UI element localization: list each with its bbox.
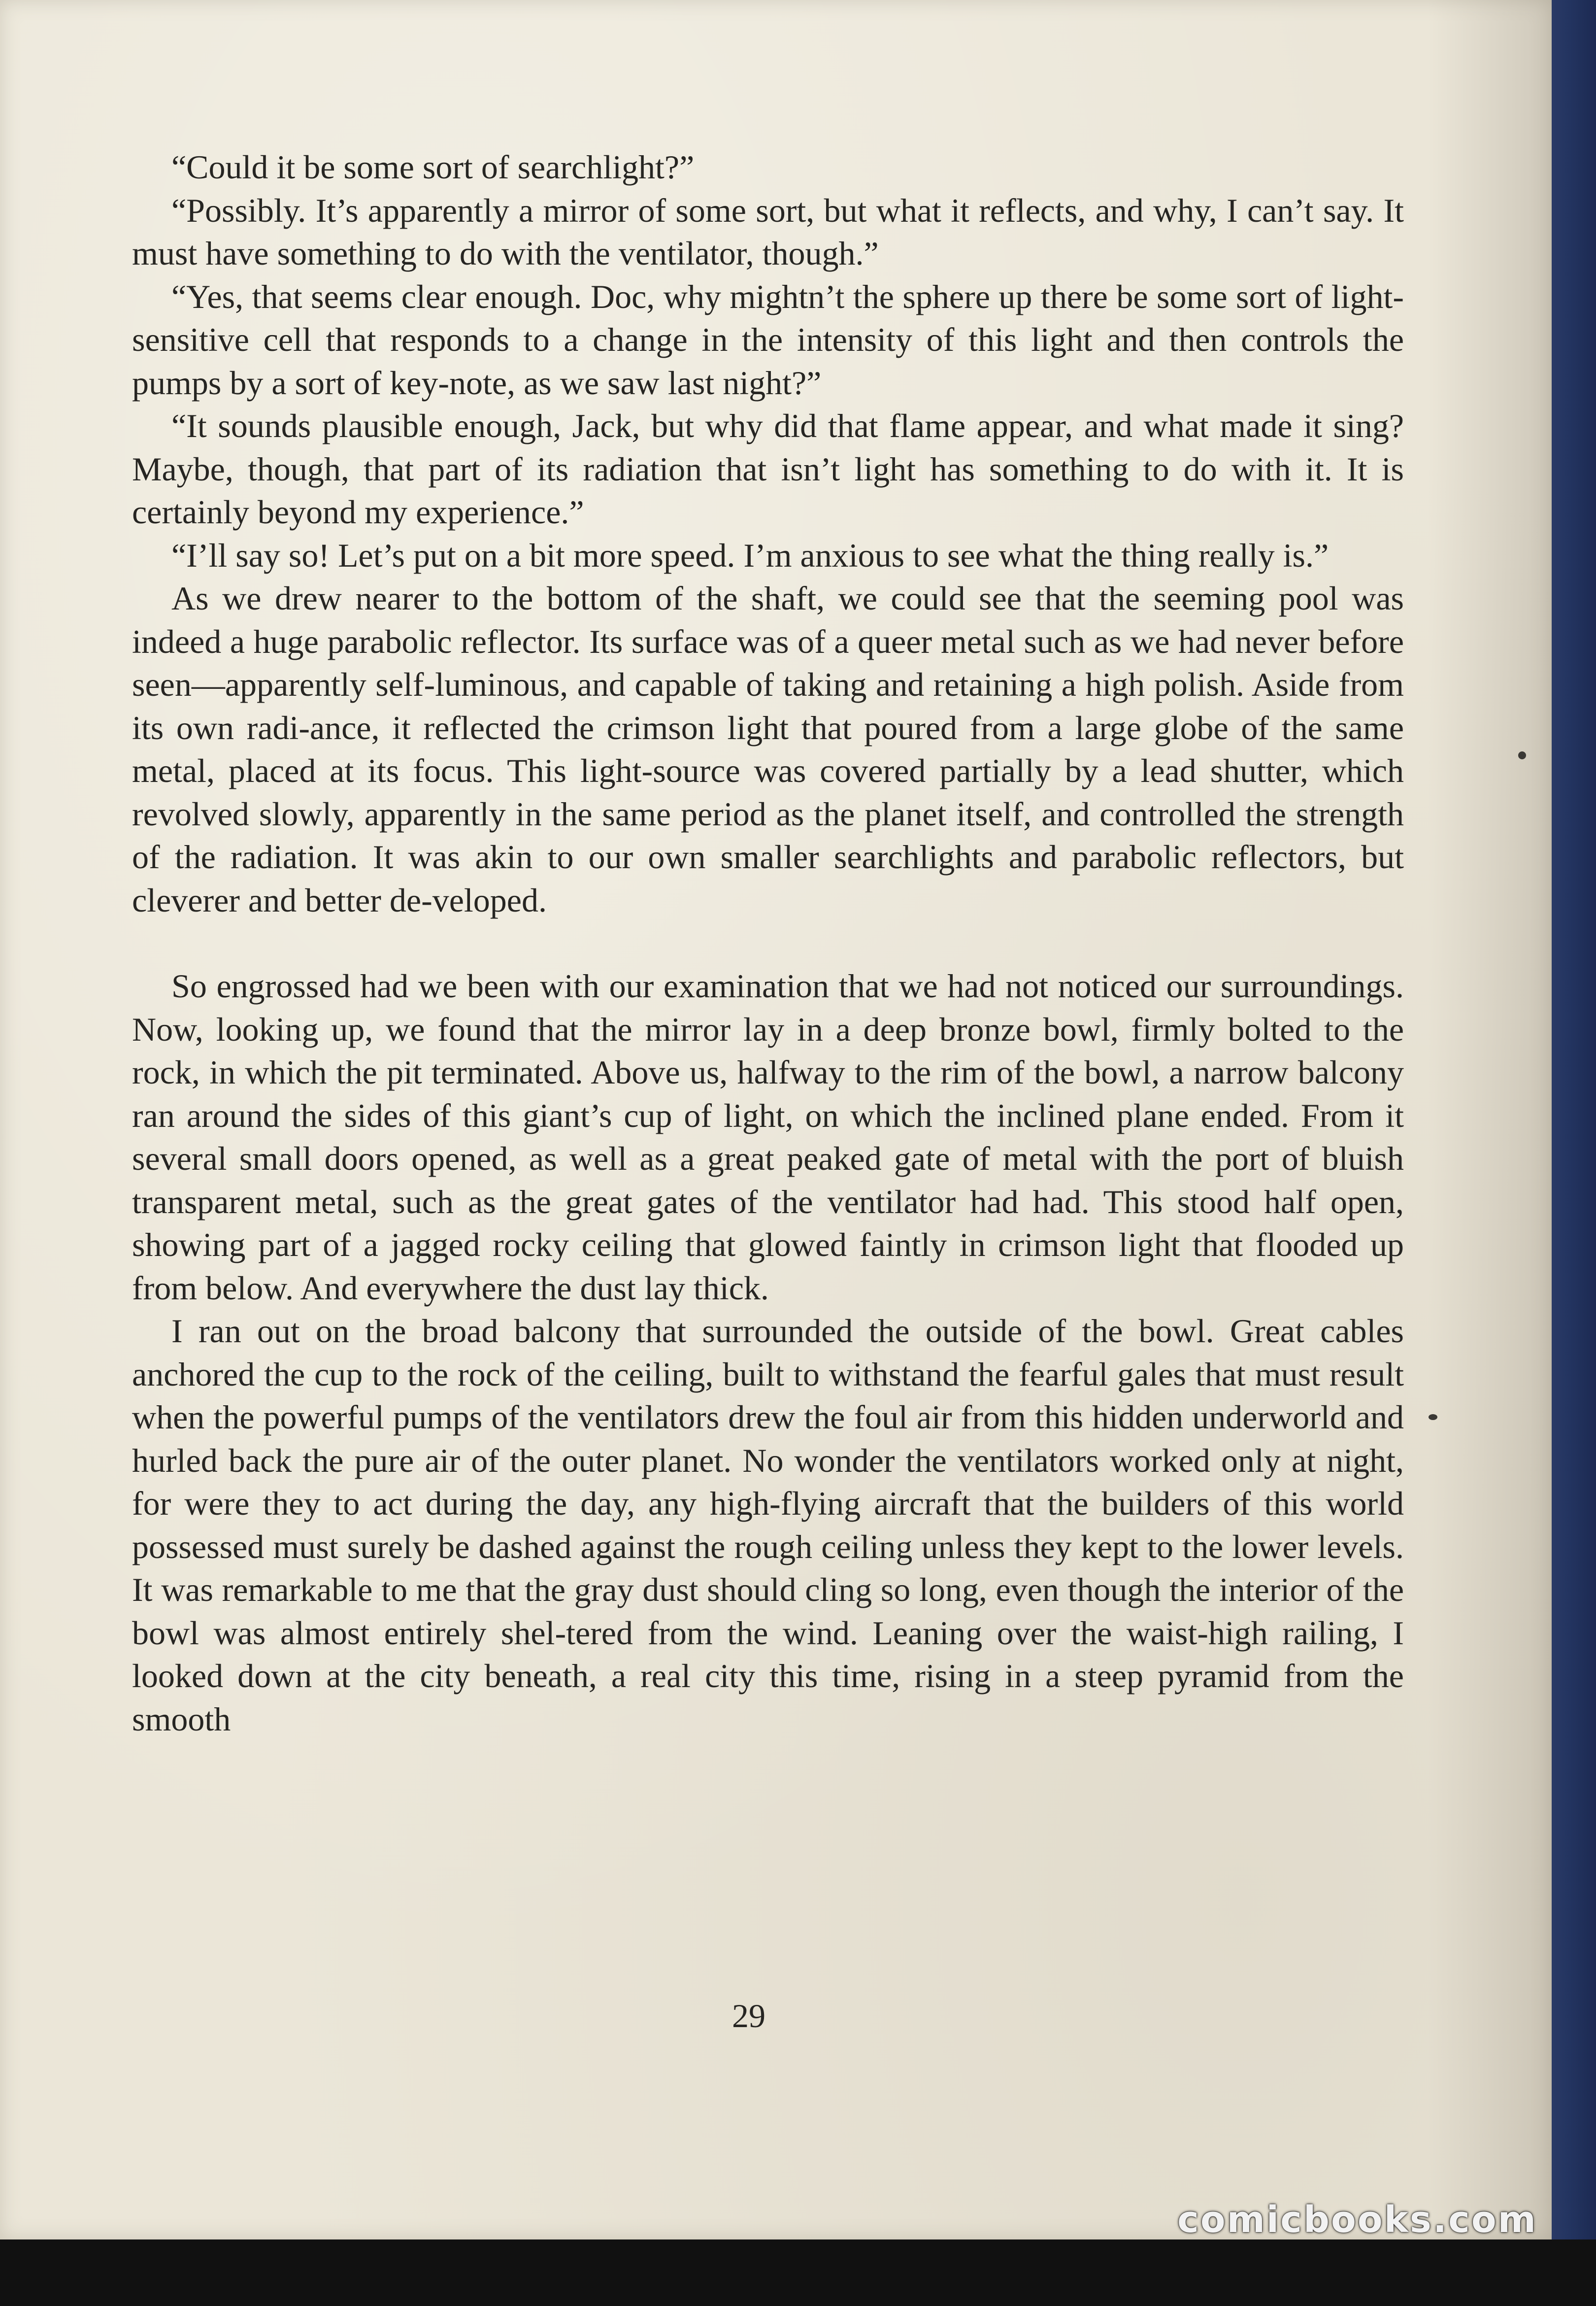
- paragraph: “It sounds plausible enough, Jack, but why did that flame appear, and what made it sing? Maybe, though, that part of its radiation that isn’t light has something to do with it. It is certainly beyond my experience.”: [132, 407, 1404, 531]
- body-text: [132, 146, 1404, 1741]
- watermark-text: comicbooks.com: [1177, 2199, 1537, 2241]
- margin-dot: [1518, 751, 1526, 759]
- background-strip: [0, 2239, 1596, 2306]
- page-number: 29: [732, 1997, 765, 2035]
- paragraph: I ran out on the broad balcony that surrounded the outside of the bowl. Great cables anchored the cup to the rock of the ceiling, built to withstand the fearful gales that must result when the powerful pumps of the ventilators drew the foul air from this hidden underworld and hurled back the pure air of the outer planet. No wonder the ventilators worked only at night, for were they to act during the day, any high-flying aircraft that the builders of this world possessed must surely be dashed against the rough ceiling unless they kept to the lower levels. It was remarkable to me that the gray dust should cling so long, even though the interior of the bowl was almost entirely shel-tered from the wind. Leaning over the waist-high railing, I looked down at the city beneath, a real city this time, rising in a steep pyramid from the smooth: [132, 1312, 1404, 1738]
- paragraph: “Possibly. It’s apparently a mirror of some sort, but what it reflects, and why, I can’t say. It must have something to do with the ventilator, though.”: [132, 191, 1404, 272]
- paragraph: “Yes, that seems clear enough. Doc, why mightn’t the sphere up there be some sort of light-sensitive cell that responds to a change in the intensity of this light and then controls the pumps by a sort of key-note, as we saw last night?”: [132, 277, 1404, 402]
- paragraph: As we drew nearer to the bottom of the shaft, we could see that the seeming pool was indeed a huge parabolic reflector. Its surface was of a queer metal such as we had never before seen—apparently self-luminous, and capable of taking and retaining a high polish. Aside from its own radi-ance, it reflected the crimson light that poured from a large globe of the same metal, placed at its focus. This light-source was covered partially by a lead shutter, which revolved slowly, apparently in the same period as the planet itself, and controlled the strength of the radiation. It was akin to our own smaller searchlights and parabolic reflectors, but cleverer and better de-veloped.: [132, 579, 1404, 919]
- book-cover-edge: [1552, 0, 1596, 2239]
- paragraph: “I’ll say so! Let’s put on a bit more speed. I’m anxious to see what the thing really is.”: [171, 536, 1329, 574]
- paragraph: “Could it be some sort of searchlight?”: [171, 148, 695, 186]
- margin-dot: [1429, 1414, 1437, 1420]
- paragraph: So engrossed had we been with our examination that we had not noticed our surroundings. Now, looking up, we found that the mirror lay in a deep bronze bowl, firmly bolted to the rock, in which the pit terminated. Above us, halfway to the rim of the bowl, a narrow balcony ran around the sides of this giant’s cup of light, on which the inclined plane ended. From it several small doors opened, as well as a great peaked gate of metal with the port of bluish transparent metal, such as the great gates of the ventilator had had. This stood half open, showing part of a jagged rocky ceiling that glowed faintly in crimson light that flooded up from below. And everywhere the dust lay thick.: [132, 967, 1404, 1307]
